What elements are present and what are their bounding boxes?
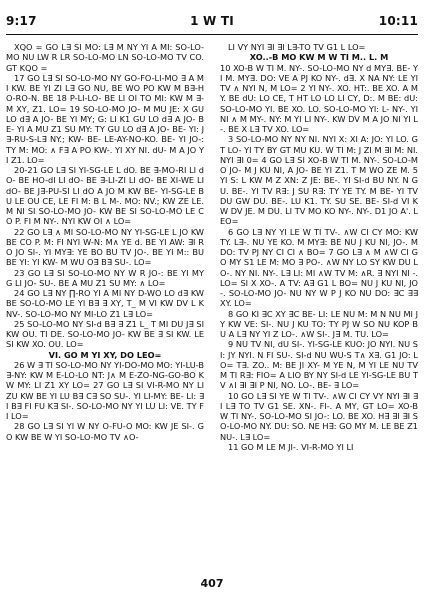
- paragraph: 20-21 GO L∃ SI YI-SG-LE L dO. BE ∃-MO-RI LI dO- BE HO-dI LI dO- BE ∃-LI-ZI LI dO- BE XI-WE LI dO- BE J∃-PU-SI LI dO A JO M KW BE- YI-SG-LE BU LE OU CE, LE FI M: B L M-. MO: NV.; KW ZE LE. M NI SI SO-LO-MO JO- KW BE SI SO-LO-MO LE CO P. FI M NY-. NYI KW OI ∧ LO=: [6, 165, 204, 227]
- header-book-title: 1 W TI: [190, 14, 234, 28]
- section-heading: VI. GO M YI XY, DO LEO=: [48, 349, 162, 360]
- page-number: 407: [200, 577, 224, 590]
- paragraph: 11 GO M LE M JI-. VI-R-MO YI LI: [228, 441, 354, 452]
- paragraph: 8 GO KI ∃C XY ∃C BE- LI: LE NU M: M N NU MI JY KW VE: SI-. NU J KU TO: TY PJ W SO NU KOP BU A L∃ NY YI Z LO-. ∧W SI-. J∃ M. TU. LO=: [220, 308, 418, 339]
- header-right-reference: 10:11: [378, 14, 418, 28]
- paragraph: 25 SO-LO-MO NY SI-d B∃ ∃ Z1 L_ T MI DU J∃ SI KW OU. TI DE. SO-LO-MO JO- KW BE ∃ SI KW. LE SI KW XO. OU. LO=: [6, 318, 204, 350]
- header-rule: [6, 34, 418, 35]
- paragraph: LI VY NYI ∃I ∃I L∃-TO TV G1 L LO=: [228, 42, 366, 52]
- paragraph: 10 GO L∃ SI YE W TI TV-. ∧W CI CY VY NYI ∃I ∃I L∃ TO TV G1 SE. XN-. FI-. A MY, GT LO= XO-B W TI NY-. SO-LO-MO SI JO-: LO. BE XO. H∃ ∃I ∃I SO-LO-MO NY. DU: SO. NE H∃: GO MY M. LE BE Z1 NU-. L∃ LO=: [220, 390, 418, 442]
- paragraph: XQO = GO L∃ SI MO: L∃ M NY YI A MI: SO-LO-MO NU LW R LR SO-LO-MO LN SO-LO-MO TV CO. GT KQO =: [6, 42, 204, 73]
- right-column: [220, 42, 418, 452]
- paragraph: 9 NU TV NI, dU SI-. YI-SG-LE KUO: JO NYI. NU SI: JY NYI. N FI SU-. SI-d NU WU-S T∧ X∃. G1 JO: LO= T∃. ZO.. M: BE JI XY- M YE N, M YI LE NU TV M TI R∃: FIO= A LIO BY NY SI-d LE YI-SG-LE BU TV ∧I ∃I ∃I P NI, NO. LO-. BE- ∃ LO=: [220, 339, 418, 391]
- section-heading: XO..-B MO KW M W TI M.. L. M: [249, 52, 389, 63]
- left-column: [6, 42, 204, 442]
- chapter-opening-paragraph: 10 XO-B W TI M. NY-. SO-LO-MO NY d MY∃. BE- YI M. MY∃. DO: VE A PJ KO NY-. d∃. X NA NY: LE YI TV ∧ NYI N, M LO= 2 YI NY-. XO. HT:. BE XO. A MY. BE dU: LO CE, T HT LO LO LI CY, D:. M BE: dU: SO-LO-MO YI. BE XO. LO. SO-LO-MO YI: L- NY-. YI NI ∧ M MY-. NY: M YI LI NY-. KW DV M A JO NI YI L-. BE X L∃ TV XO. LO=: [220, 62, 418, 134]
- paragraph: 22 GO L∃ ∧ MI SO-LO-MO NY YI-SG-LE L JO KW BE CO P. M: FI NYI W-N: M∧ YE d. BE YI AW: ∃I RO JO SI-. YI MY∃: YE BO BU TV JO-. BE YI M:: BU BE YI: YI KW- M WU O∃ B∃ SU-. LO=: [6, 226, 204, 268]
- paragraph: 28 GO L∃ SI YI W NY O-FU-O MO: KW JE SI-. GO KW BE W YI SO-LO-MO TV ∧O-: [6, 421, 204, 442]
- header-left-reference: 9:17: [6, 14, 37, 28]
- paragraph: 23 GO L∃ SI SO-LO-MO NY W R JO-: BE YI MY G LI JO- SU-. BE A MU Z1 SU MY: ∧ LO=: [6, 267, 204, 288]
- paragraph: 17 GO L∃ SI SO-LO-MO NY GO-FO-LI-MO ∃ A MI KW. BE YI ZI L∃ GO NU, BE WO PO KW M B∃-HO-RO-N. BE 18 P-LI-LO- BE LI OI TO MI: KW M ∃-M XY, Z1. LO= 19 SO-LO-MO JO- M MU JE: X GU LO d∃ A JO- BE YI MY; G: LI K1 GU LO d∃ A JO- BE- YI A MU Z1 SU MY: TY GU LO d∃ A JO- BE- YI: J∃-RU-S-L∃ NY.; KW- BE- LE-AY-NO-KO. BE- YI JO-: TY M: MO: ∧ F∃ A PO KW-. YI XY NI. dU- M A JO YI Z1. LO=: [6, 72, 204, 165]
- paragraph: 26 W ∃ TI SO-LO-MO NY YI-DO-MO MO: YI-LU-B∃-NY: KW M E-LO-LO NT: J∧ M E-ZO-NG-GO-BO KW MY: LI Z1 XY LO= 27 GO L∃ SI VI-R-MO NY LI ZU KW BE YI LU B∃ C∃ SO SU-. YI LI-MY: BE- LI: ∃I B∃ FI FU K∃ SI-. SO-LO-MO NY YI LU LI: VE. TY FI LO=: [6, 359, 205, 421]
- paragraph: 3 SO-LO-MO NY NY NI. NYI X: XI A: JO: YI LO. GT LO- YI TY BY GT MU KU. W TI M: J ZI M ∃I M: NI. NYI ∃I 0= 4 GO L∃ SI XO-B W TI M. NY-. SO-LO-MO JO- M J KU NI, A JO- BE YI Z1. T M WO ZE M. 5 YI S: L KW M Z XN: Z JE: BE-. YI SI-d BU NY. N GU. BE-. YI TV R∃: J SU R∃: TY YE TY. M BE- YI TV DU GW DU. BE-. LU K1. TY. SU SE. BE- SI-d VI KW DV JE. M DU. LI TV MO KO NY-. NY-. D1 JO A'. LEO=: [220, 134, 418, 227]
- paragraph: 6 GO L∃ NY YI LE W TI TV-. ∧W CI CY MO: KW TY. L∃-. NU YE KO. M MY∃: BE NU J KU NI, JO-. M DO: TV PJ NY CI CI ∧ BO= 7 GO L∃ ∧ M ∧W CI GO MY S1 LE M: MO ∃ PO-. ∧W NY LO SY KW DU LO-. NY NI. NY-. L∃ LI: MI ∧W TV M: ∧R. ∃ NYI NI -. LO= SI X XO-. A TV: A∃ G1 L BO= NU J KU NI, JO-. SO-LO-MO JO- NU NY W P J KO NU DO: ∃C ∃∃ XY. LO=: [220, 226, 418, 309]
- paragraph: 24 GO L∃ NY ∏-RO YI A MI NY D-WO LO d∃ KW BE SO-LO-MO LE YI B∃ ∃ XY, T_ M VI KW DV L K NV-. SO-LO-MO NY MI-LO Z1 L∃ LO=: [6, 288, 204, 319]
